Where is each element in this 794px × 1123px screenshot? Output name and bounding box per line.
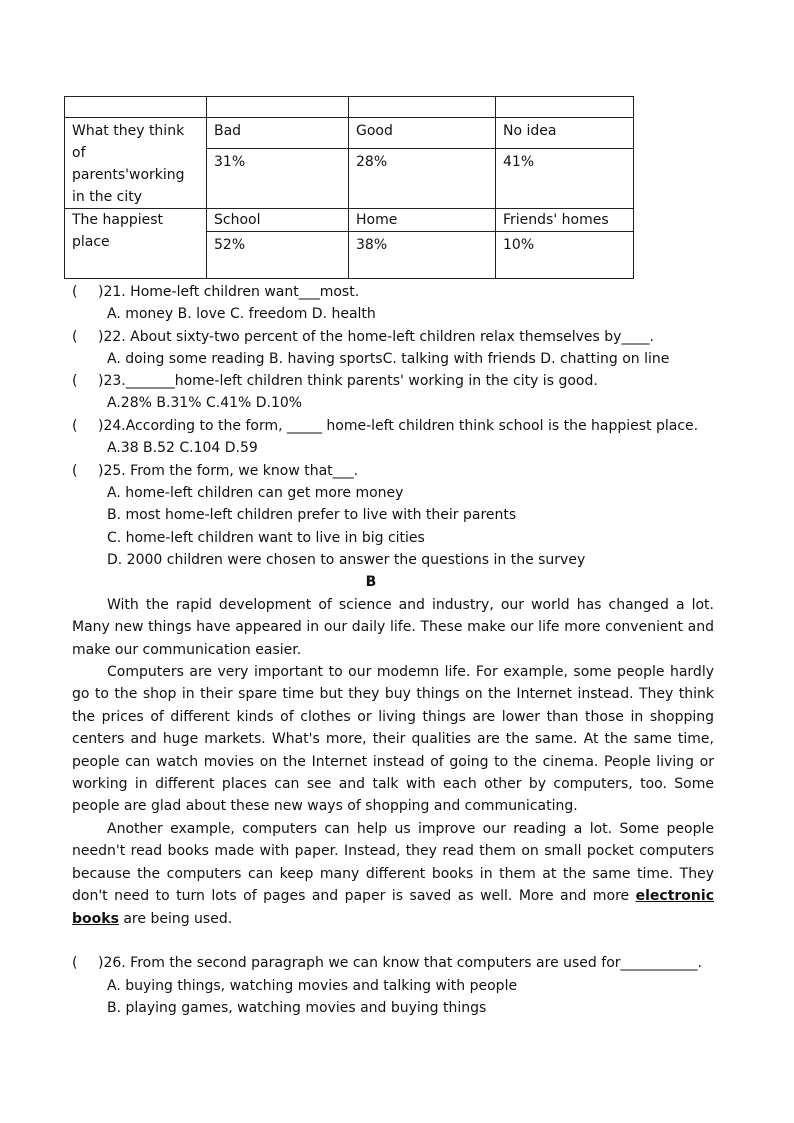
answer-bracket: ( <box>72 284 78 300</box>
answer-bracket: ( <box>72 463 78 479</box>
passage-paragraph-1: With the rapid development of science and industry, our world has changed a lot. Many new things have appeared in our daily life. These make our life more convenient and make our communication easier. <box>72 597 714 658</box>
question-stem: )21. Home-left children want___most. <box>98 284 360 300</box>
emphasized-term: electronic books <box>72 888 714 927</box>
option-b: B. playing games, watching movies and buying things <box>107 1000 487 1016</box>
question-options: A. money B. love C. freedom D. health <box>107 306 376 322</box>
question-23 <box>72 370 598 392</box>
table-row <box>65 118 634 149</box>
table-cell: 41% <box>496 149 634 209</box>
survey-table <box>64 96 634 279</box>
question-25 <box>72 460 358 482</box>
table-row <box>65 209 634 232</box>
column-header: Home <box>349 209 496 232</box>
option-a: A. home-left children can get more money <box>107 485 404 501</box>
table-cell: 31% <box>207 149 349 209</box>
table-cell: 38% <box>349 232 496 279</box>
section-heading: B <box>365 574 377 590</box>
question-stem: )25. From the form, we know that___. <box>98 463 359 479</box>
row-label: The happiest place <box>65 209 207 279</box>
question-stem: )26. From the second paragraph we can know that computers are used for___________. <box>98 955 702 971</box>
question-options: A.28% B.31% C.41% D.10% <box>107 395 303 411</box>
column-header: No idea <box>496 118 634 149</box>
option-a: A. buying things, watching movies and talking with people <box>107 978 518 994</box>
option-b: B. most home-left children prefer to live with their parents <box>107 507 517 523</box>
column-header: Good <box>349 118 496 149</box>
question-24 <box>72 415 698 437</box>
question-22 <box>72 326 654 348</box>
passage-paragraph-2: Computers are very important to our modemn life. For example, some people hardly go to the shop in their spare time but they buy things on the Internet instead. They think the prices of different kinds of clothes or living things are lower than those in shopping centers and huge markets. What's more, their qualities are the same. At the same time, people can watch movies on the Internet instead of going to the cinema. People living or working in different places can see and talk with each other by computers, too. Some people are glad about these new ways of shopping and communicating. <box>72 664 714 815</box>
column-header: School <box>207 209 349 232</box>
column-header: Bad <box>207 118 349 149</box>
answer-bracket: ( <box>72 955 78 971</box>
table-cell: 28% <box>349 149 496 209</box>
answer-bracket: ( <box>72 373 78 389</box>
question-options: A. doing some reading B. having sportsC. talking with friends D. chatting on line <box>107 351 670 367</box>
table-cell: 52% <box>207 232 349 279</box>
option-d: D. 2000 children were chosen to answer the questions in the survey <box>107 552 586 568</box>
answer-bracket: ( <box>72 418 78 434</box>
table-row-empty <box>65 97 634 118</box>
option-c: C. home-left children want to live in big cities <box>107 530 425 546</box>
question-21 <box>72 281 359 303</box>
question-stem: )24.According to the form, _____ home-left children think school is the happiest place. <box>98 418 699 434</box>
question-26 <box>72 952 702 974</box>
passage-paragraph-3: Another example, computers can help us improve our reading a lot. Some people needn't read books made with paper. Instead, they read them on small pocket computers because the computers can keep many different books in them at the same time. They don't need to turn lots of pages and paper is saved as well. More and more electronic books are being used. <box>72 821 714 927</box>
column-header: Friends' homes <box>496 209 634 232</box>
question-options: A.38 B.52 C.104 D.59 <box>107 440 258 456</box>
row-label: What they think of parents'working in the city <box>65 118 207 209</box>
question-stem: )23._______home-left children think parents' working in the city is good. <box>98 373 598 389</box>
table-cell: 10% <box>496 232 634 279</box>
answer-bracket: ( <box>72 329 78 345</box>
question-stem: )22. About sixty-two percent of the home-left children relax themselves by____. <box>98 329 654 345</box>
